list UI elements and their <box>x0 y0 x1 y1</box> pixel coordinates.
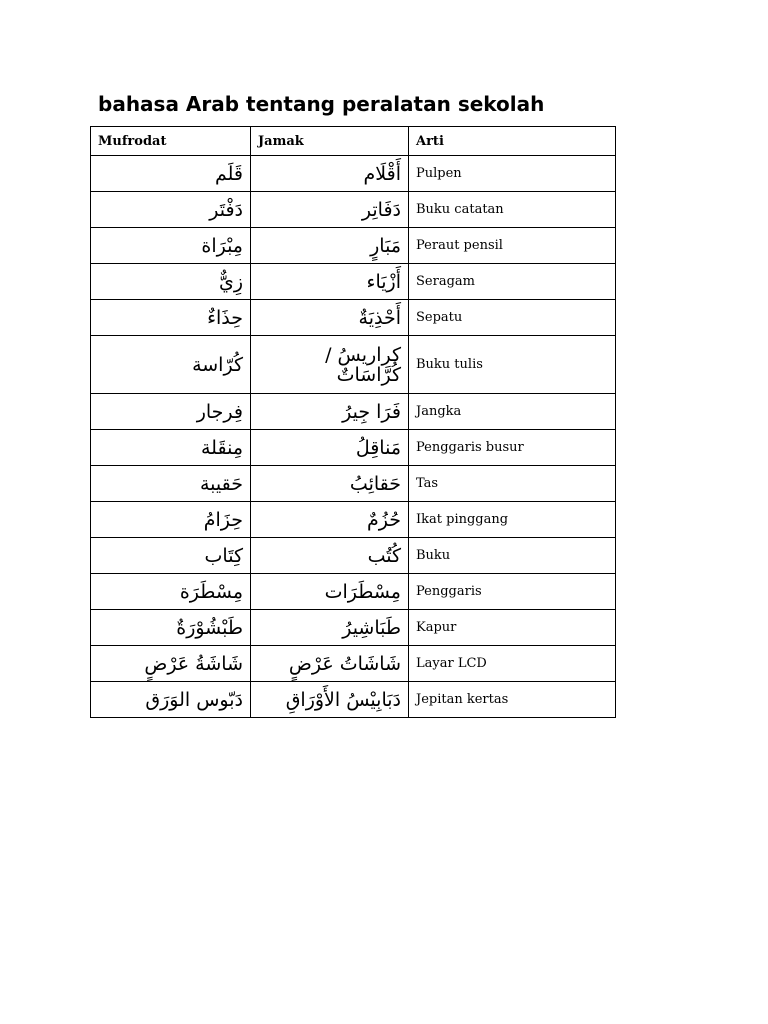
jamak-cell: مَناقِلُ <box>251 430 409 466</box>
jamak-cell: فَرَا جِيرُ <box>251 394 409 430</box>
column-header-jamak: Jamak <box>251 127 409 156</box>
arti-cell: Jangka <box>409 394 616 430</box>
arti-cell: Ikat pinggang <box>409 502 616 538</box>
mufrodat-cell: دَبّوس الوَرَق <box>91 682 251 718</box>
column-header-arti: Arti <box>409 127 616 156</box>
arti-cell: Pulpen <box>409 156 616 192</box>
mufrodat-cell: طَبْشُوْرَةٌ <box>91 610 251 646</box>
arti-cell: Buku tulis <box>409 336 616 394</box>
mufrodat-cell: قَلَم <box>91 156 251 192</box>
mufrodat-cell: مِبْرَاة <box>91 228 251 264</box>
mufrodat-cell: حَقيبة <box>91 466 251 502</box>
arti-cell: Layar LCD <box>409 646 616 682</box>
mufrodat-cell: كِتَاب <box>91 538 251 574</box>
jamak-cell: طَبَاشِيرُ <box>251 610 409 646</box>
mufrodat-cell: شَاشَةُ عَرْضٍ <box>91 646 251 682</box>
column-header-mufrodat: Mufrodat <box>91 127 251 156</box>
jamak-cell: أَقْلَام <box>251 156 409 192</box>
table-row <box>91 228 616 264</box>
arti-cell: Sepatu <box>409 300 616 336</box>
jamak-cell: مَبَارٍ <box>251 228 409 264</box>
mufrodat-cell: فِرجار <box>91 394 251 430</box>
table-row <box>91 430 616 466</box>
arti-cell: Jepitan kertas <box>409 682 616 718</box>
mufrodat-cell: دَفْتَر <box>91 192 251 228</box>
arti-cell: Buku catatan <box>409 192 616 228</box>
mufrodat-cell: كُرّاسة <box>91 336 251 394</box>
table-row <box>91 574 616 610</box>
table-row <box>91 502 616 538</box>
arti-cell: Buku <box>409 538 616 574</box>
arti-cell: Kapur <box>409 610 616 646</box>
table-row <box>91 192 616 228</box>
table-row <box>91 646 616 682</box>
jamak-cell: أَزْيَاء <box>251 264 409 300</box>
arti-cell: Tas <box>409 466 616 502</box>
table-row <box>91 682 616 718</box>
table-header-row <box>91 127 616 156</box>
table-row <box>91 538 616 574</box>
table-row <box>91 336 616 394</box>
arti-cell: Penggaris busur <box>409 430 616 466</box>
jamak-cell: مِسْطَرَات <box>251 574 409 610</box>
table-row <box>91 466 616 502</box>
jamak-cell: دَبَابِيْسُ الأَوْرَاقِ <box>251 682 409 718</box>
jamak-cell: كراريسُ / كُرَّاسَاتٌ <box>251 336 409 394</box>
table-row <box>91 300 616 336</box>
table-row <box>91 394 616 430</box>
jamak-cell: كُتُب <box>251 538 409 574</box>
arti-cell: Seragam <box>409 264 616 300</box>
mufrodat-cell: مِنقَلة <box>91 430 251 466</box>
jamak-cell: شَاشَاتُ عَرْضٍ <box>251 646 409 682</box>
vocabulary-table <box>90 126 616 718</box>
arti-cell: Peraut pensil <box>409 228 616 264</box>
jamak-cell: حُزُمٌ <box>251 502 409 538</box>
mufrodat-cell: زِيٌّ <box>91 264 251 300</box>
jamak-cell: حَقائِبُ <box>251 466 409 502</box>
table-row <box>91 610 616 646</box>
mufrodat-cell: حِزَامُ <box>91 502 251 538</box>
table-row <box>91 156 616 192</box>
mufrodat-cell: حِذَاءٌ <box>91 300 251 336</box>
page-title: bahasa Arab tentang peralatan sekolah <box>98 92 545 116</box>
mufrodat-cell: مِسْطَرَة <box>91 574 251 610</box>
arti-cell: Penggaris <box>409 574 616 610</box>
jamak-cell: دَفَاتِر <box>251 192 409 228</box>
jamak-cell: أَحْذِيَةٌ <box>251 300 409 336</box>
table-row <box>91 264 616 300</box>
